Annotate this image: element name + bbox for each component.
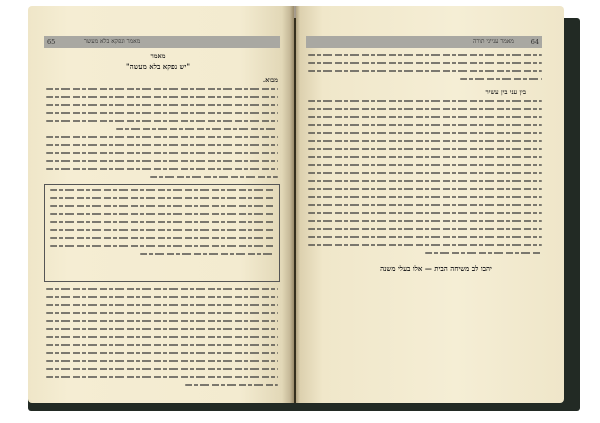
- left-heading: מבוא.: [262, 76, 278, 84]
- left-running-head: [44, 36, 280, 48]
- left-article-label: מאמר: [150, 52, 166, 60]
- left-page: [28, 6, 294, 403]
- right-highlight-phrase: בין עני בין עשיר: [485, 88, 526, 96]
- left-article-title: "יש נפקא בלא מעשה": [126, 62, 190, 71]
- left-boxed-note: [44, 184, 280, 282]
- right-text-block-1: [308, 54, 542, 86]
- left-text-block-1: [46, 88, 278, 184]
- right-closing-line: יהבו לב משיחה הבית — אלו בעלי משנה: [380, 264, 492, 273]
- book-gutter: [290, 6, 300, 403]
- left-page-number: 65: [47, 38, 56, 46]
- right-running-head: [306, 36, 542, 48]
- right-page: [296, 6, 564, 403]
- left-text-block-2: [46, 288, 278, 392]
- right-text-block-2: [308, 100, 542, 260]
- left-running-title: מאמר ונפקא בלא מעשר: [84, 38, 141, 45]
- right-running-title: מאמר ענייני תורה: [472, 38, 514, 45]
- right-page-number: 64: [530, 38, 539, 46]
